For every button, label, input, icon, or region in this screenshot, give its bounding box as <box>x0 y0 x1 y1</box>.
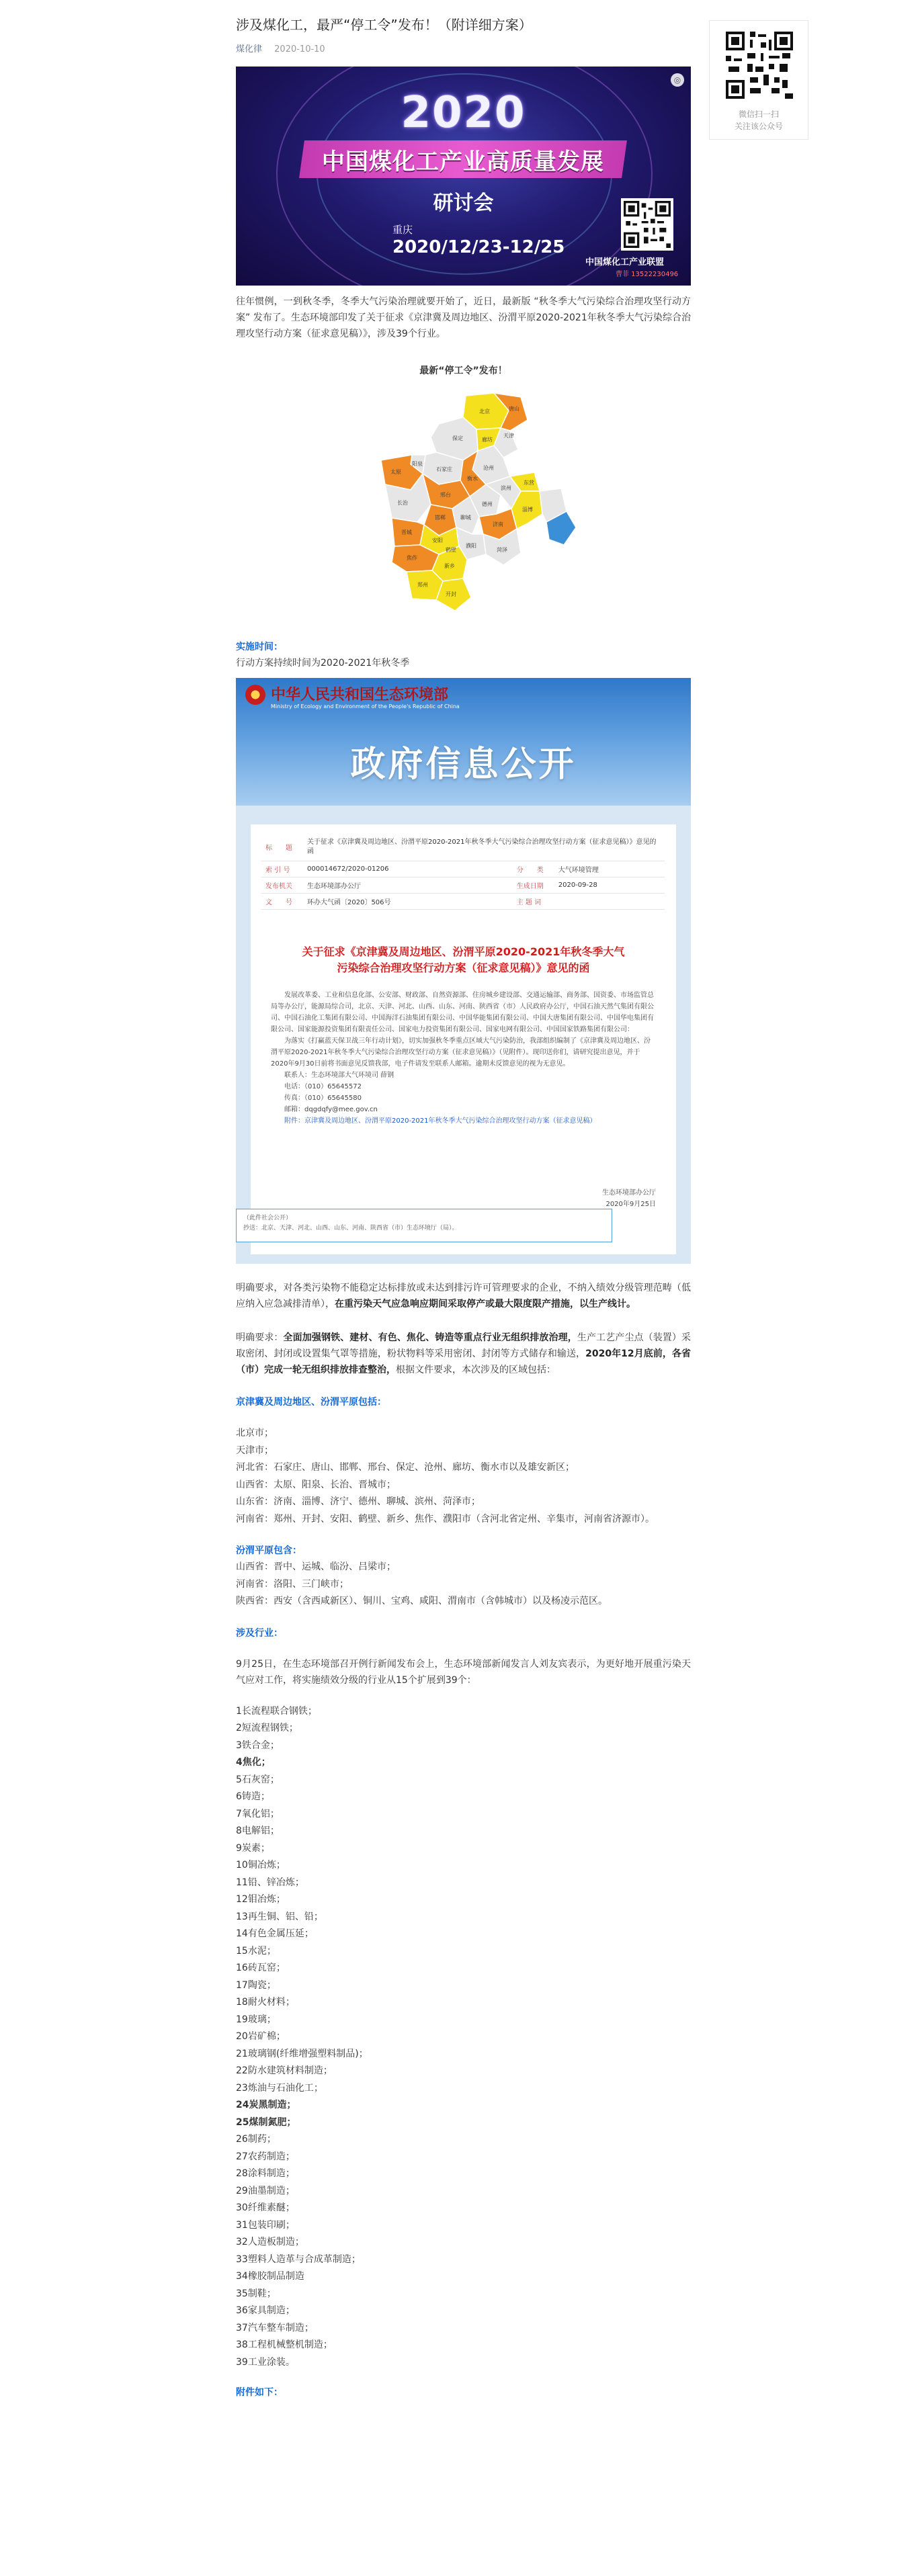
banner-city: 重庆 <box>392 224 413 236</box>
table-value: 关于征求《京津冀及周边地区、汾渭平原2020-2021年秋冬季大气污染综合治理攻坚行动方案（征求意见稿）》意见的函 <box>303 834 665 861</box>
qr-caption <box>710 108 808 132</box>
list-item: 21玻璃钢(纤维增强塑料制品)； <box>236 2048 368 2059</box>
list-item: 15水泥； <box>236 1945 276 1957</box>
list-item: 14有色金属压延； <box>236 1928 314 1939</box>
requirement-text: 根据文件要求，本次涉及的区域包括： <box>396 1365 556 1375</box>
requirement-emphasis: 全面加强钢铁、建材、有色、焦化、铸造等重点行业无组织排放治理， <box>283 1332 577 1343</box>
banner-brand: 中国煤化工产业联盟 <box>585 257 665 267</box>
map-label-xingtai: 邢台 <box>440 492 451 498</box>
footnote-line: （此件社会公开） <box>243 1215 292 1221</box>
government-notice-image <box>236 678 691 1264</box>
map-label-jiaozuo: 焦作 <box>407 555 417 561</box>
requirement-emphasis: 在重污染天气应急响应期间采取停产或最大限度限产措施，以生产线计。 <box>335 1299 636 1310</box>
map-label-liaocheng: 聊城 <box>460 515 471 521</box>
notice-contact: 联系人：生态环境部大气环境司 薛钢 <box>284 1072 394 1079</box>
table-key: 分 类 <box>513 861 554 877</box>
map-label-binzhou: 滨州 <box>501 485 511 491</box>
map-label-taiyuan: 太原 <box>390 469 401 475</box>
notice-title-line: 污染综合治理攻坚行动方案（征求意见稿）》意见的函 <box>337 961 590 974</box>
table-row <box>261 893 665 909</box>
table-key: 生成日期 <box>513 877 554 893</box>
list-item: 35制鞋； <box>236 2288 276 2299</box>
list-item: 河南省：洛阳、三门峡市； <box>236 1578 349 1590</box>
requirement-text: 明确要求： <box>236 1332 284 1343</box>
table-value: 生态环境部办公厅 <box>303 877 513 893</box>
map-label-xinxiang: 新乡 <box>444 563 455 569</box>
map-label-heze: 菏泽 <box>497 547 507 553</box>
article-title: 涉及煤化工，最严“停工令”发布！（附详细方案） <box>236 17 532 33</box>
map-label-dongying: 东营 <box>524 480 534 486</box>
list-item: 河北省：石家庄、唐山、邯郸、邢台、保定、沧州、廊坊、衡水市以及雄安新区； <box>236 1462 575 1473</box>
notice-contact: 传真：（010）65645580 <box>284 1094 362 1102</box>
list-item: 山西省：晋中、运城、临汾、吕梁市； <box>236 1561 396 1572</box>
table-value <box>554 893 665 909</box>
table-value: 000014672/2020-01206 <box>303 861 513 877</box>
list-item: 6铸造； <box>236 1791 270 1802</box>
account-name-link[interactable]: 煤化律 <box>236 44 263 54</box>
list-item: 30纤维素醚； <box>236 2202 295 2213</box>
list-item: 22防水建筑材料制造； <box>236 2065 333 2076</box>
notice-body-paragraph: 发展改革委、工业和信息化部、公安部、财政部、自然资源部、住房城乡建设部、交通运输部、商务部、国资委、市场监管总局等办公厅，能源局综合司，北京、天津、河北、山西、山东、河南、陕西省（市）人民政府办公厅，中国石油天然气集团有限公司、中国石油化工集团有限公司、中国海洋石油集团有限公司、中国华能集团有限公司、中国大唐集团有限公司、中国华电集团有限公司、国家能源投资集团有限责任公司、国家电力投资集团有限公司、国家电网有限公司、中国国家铁路集团有限公司： <box>271 992 654 1033</box>
list-item: 7氧化铝； <box>236 1808 280 1819</box>
table-row <box>261 861 665 877</box>
list-item: 23炼油与石油化工； <box>236 2082 323 2094</box>
list-item: 34橡胶制品制造 <box>236 2271 304 2282</box>
list-item: 18耐火材料； <box>236 1997 295 2008</box>
list-item: 3铁合金； <box>236 1740 280 1751</box>
list-item: 39工业涂装。 <box>236 2356 295 2368</box>
industry-heading: 涉及行业： <box>236 1627 283 1639</box>
requirement-text: 明确要求，对各类污染物不能稳定达标排放或未达到排污许可管理要求的企业，不纳入绩效分级管理范畴（低应纳入应急减排清单）， <box>236 1283 691 1310</box>
follow-qr-card <box>709 20 808 140</box>
list-item: 29油墨制造； <box>236 2185 295 2196</box>
list-item: 10铜冶炼； <box>236 1860 286 1871</box>
table-key: 标 题 <box>261 834 303 861</box>
table-key: 索 引 号 <box>261 861 303 877</box>
list-item: 19玻璃； <box>236 2014 276 2025</box>
list-item: 山东省：济南、淄博、济宁、德州、聊城、滨州、菏泽市； <box>236 1496 481 1507</box>
map-label-shijiazhuang: 石家庄 <box>436 466 452 472</box>
list-item: 13再生铜、铝、铅； <box>236 1911 323 1922</box>
notice-title <box>251 944 676 976</box>
map-label-hebi: 鹤壁 <box>446 547 456 553</box>
image-favorite-icon[interactable]: ◎ <box>671 73 684 87</box>
industry-list <box>236 1703 691 2372</box>
map-label-cangzhou: 沧州 <box>483 465 494 471</box>
map-label-jincheng: 晋城 <box>401 529 412 535</box>
list-item: 38工程机械整机制造； <box>236 2339 333 2350</box>
list-item: 28涂料制造； <box>236 2168 295 2179</box>
qr-caption-line: 关注该公众号 <box>734 122 783 131</box>
list-item: 31包装印刷； <box>236 2219 295 2231</box>
fenwei-heading: 汾渭平原包含： <box>236 1545 302 1556</box>
list-item: 17陶瓷； <box>236 1979 276 1991</box>
map-label-tangshan: 唐山 <box>509 406 519 412</box>
list-item: 26制药； <box>236 2134 276 2145</box>
list-item: 8电解铝； <box>236 1826 280 1836</box>
map-label-kaifeng: 开封 <box>446 591 456 597</box>
ministry-name: 中华人民共和国生态环境部 <box>271 687 449 703</box>
notice-paper <box>251 824 676 1254</box>
requirement-paragraph-1 <box>236 1280 691 1312</box>
region-map-image <box>345 390 583 624</box>
qr-caption-line: 微信扫一扫 <box>738 110 779 119</box>
list-item: 2短流程钢铁； <box>236 1723 298 1733</box>
list-item: 20岩矿棉； <box>236 2031 286 2042</box>
banner-phone: 曹菲 13522230496 <box>616 271 679 278</box>
region-map <box>345 390 583 624</box>
conference-banner-image <box>236 67 691 286</box>
requirement-paragraph-2 <box>236 1330 691 1378</box>
banner-dates: 2020/12/23-12/25 <box>392 237 565 257</box>
table-key: 发布机关 <box>261 877 303 893</box>
follow-qr-code-icon <box>726 32 793 99</box>
table-value: 环办大气函〔2020〕506号 <box>303 893 513 909</box>
list-item: 北京市； <box>236 1428 274 1439</box>
list-item: 16砖瓦窑； <box>236 1963 286 1973</box>
requirement-emphasis: 2020年12月底前，各省（市）完成一轮无组织排放排查整治， <box>236 1348 691 1375</box>
notice-body-paragraph: 为落实《打赢蓝天保卫战三年行动计划》，切实加强秋冬季重点区域大气污染防治，我部组织编制了《京津冀及周边地区、汾渭平原2020-2021年秋冬季大气污染综合治理攻坚行动方案（征求意见稿）》（见附件）。现印送你们，请研究提出意见，并于2020年9月30日前将书面意见反馈我部，电子件请发至联系人邮箱。逾期未反馈意见的视为无意见。 <box>271 1037 651 1068</box>
banner-conference-title: 中国煤化工产业高质量发展 <box>299 140 627 178</box>
notice-body <box>271 990 656 1127</box>
list-item: 9炭素； <box>236 1842 270 1854</box>
notice-attachment-link[interactable]: 附件：京津冀及周边地区、汾渭平原2020-2021年秋冬季大气污染综合治理攻坚行动方案（征求意见稿） <box>284 1117 597 1125</box>
region-list <box>236 1425 691 1528</box>
list-item: 33塑料人造革与合成革制造； <box>236 2253 361 2265</box>
notice-contact: 邮箱：dqgdqfy@mee.gov.cn <box>284 1106 378 1113</box>
map-label-anyang: 安阳 <box>432 538 443 544</box>
notice-title-line: 关于征求《京津冀及周边地区、汾渭平原2020-2021年秋冬季大气 <box>302 945 625 958</box>
notice-banner-text: 政府信息公开 <box>350 744 577 785</box>
signature-date: 2020年9月25日 <box>606 1201 656 1208</box>
list-item: 24炭黑制造； <box>236 2100 296 2110</box>
fenwei-list <box>236 1559 691 1611</box>
map-label-tianjin: 天津 <box>503 433 514 439</box>
article <box>236 13 691 2401</box>
list-item: 河南省：郑州、开封、安阳、鹤壁、新乡、焦作、濮阳市（含河北省定州、辛集市，河南省济源市）。 <box>236 1513 655 1525</box>
banner-subtitle: 研讨会 <box>433 191 494 215</box>
banner-qr-code-icon <box>621 198 673 251</box>
list-item: 天津市； <box>236 1445 274 1456</box>
table-value: 2020-09-28 <box>554 877 665 893</box>
intro-paragraph: 往年惯例，一到秋冬季，冬季大气污染治理就要开始了，近日，最新版 “秋冬季大气污染综合治理攻坚行动方案” 发布了。生态环境部印发了关于征求《京津冀及周边地区、汾渭平原2020-2021年秋冬季大气污染综合治理攻坚行动方案（征求意见稿）》，涉及39个行业。 <box>236 296 691 339</box>
map-label-zhengzhou: 郑州 <box>417 582 428 588</box>
notice-meta-table <box>261 834 665 910</box>
list-item: 陕西省：西安（含西咸新区）、铜川、宝鸡、咸阳、渭南市（含韩城市）以及杨凌示范区。 <box>236 1596 608 1606</box>
notice-footnote <box>236 1209 612 1242</box>
ministry-name-en: Ministry of Ecology and Environment of the People's Republic of China <box>271 703 460 710</box>
map-label-zibo: 淄博 <box>522 507 533 513</box>
map-label-dezhou: 德州 <box>482 501 493 507</box>
attachment-heading: 附件如下： <box>236 2387 283 2398</box>
map-label-hengshui: 衡水 <box>467 476 478 482</box>
map-label-yangquan: 阳泉 <box>412 461 423 467</box>
list-item: 1长流程联合钢铁； <box>236 1705 317 1717</box>
article-meta <box>236 42 691 54</box>
national-emblem-icon <box>245 685 265 705</box>
industry-intro: 9月25日，在生态环境部召开例行新闻发布会上，生态环境部新闻发言人刘友宾表示，为更好地开展重污染天气应对工作，将实施绩效分级的行业从15个扩展到39个： <box>236 1658 691 1686</box>
footnote-line: 抄送：北京、天津、河北、山西、山东、河南、陕西省（市）生态环境厅（局）。 <box>243 1225 458 1232</box>
implementation-text: 行动方案持续时间为2020-2021年秋冬季 <box>236 658 410 669</box>
map-label-beijing: 北京 <box>479 409 490 415</box>
table-row <box>261 834 665 861</box>
list-item: 12钼冶炼； <box>236 1894 286 1905</box>
requirement-text: 生产工艺产尘点（装置）采取密闭、封闭或设置集气罩等措施，粉状物料等采用密闭、封闭等方式储存和输送， <box>236 1332 692 1359</box>
map-label-puyang: 濮阳 <box>466 543 476 549</box>
list-item: 37汽车整车制造； <box>236 2322 314 2333</box>
list-item: 27农药制造； <box>236 2151 295 2162</box>
notice-contact: 电话：（010）65645572 <box>284 1083 362 1090</box>
list-item: 4焦化； <box>236 1757 271 1768</box>
table-value: 大气环境管理 <box>554 861 665 877</box>
publish-date: 2020-10-10 <box>274 44 325 54</box>
banner-year: 2020 <box>401 88 526 138</box>
signature-org: 生态环境部办公厅 <box>602 1189 656 1197</box>
map-label-changzhi: 长治 <box>397 500 408 506</box>
notice-signature <box>602 1187 656 1210</box>
implementation-heading: 实施时间： <box>236 642 283 652</box>
list-item: 11铅、锌冶炼； <box>236 1877 304 1888</box>
notice-heading: 最新“停工令”发布！ <box>419 366 507 376</box>
list-item: 25煤制氮肥； <box>236 2116 296 2128</box>
list-item: 32人造板制造； <box>236 2237 304 2247</box>
map-label-jinan: 济南 <box>493 521 503 527</box>
map-label-langfang: 廊坊 <box>482 437 493 443</box>
region-heading: 京津冀及周边地区、汾渭平原包括： <box>236 1397 386 1408</box>
table-key: 主 题 词 <box>513 893 554 909</box>
table-key: 文 号 <box>261 893 303 909</box>
list-item: 36家具制造； <box>236 2305 295 2316</box>
list-item: 山西省：太原、阳泉、长治、晋城市； <box>236 1479 396 1490</box>
list-item: 5石灰窑； <box>236 1774 280 1785</box>
table-row <box>261 877 665 893</box>
map-label-handan: 邯郸 <box>435 515 446 521</box>
map-label-baoding: 保定 <box>452 435 463 441</box>
